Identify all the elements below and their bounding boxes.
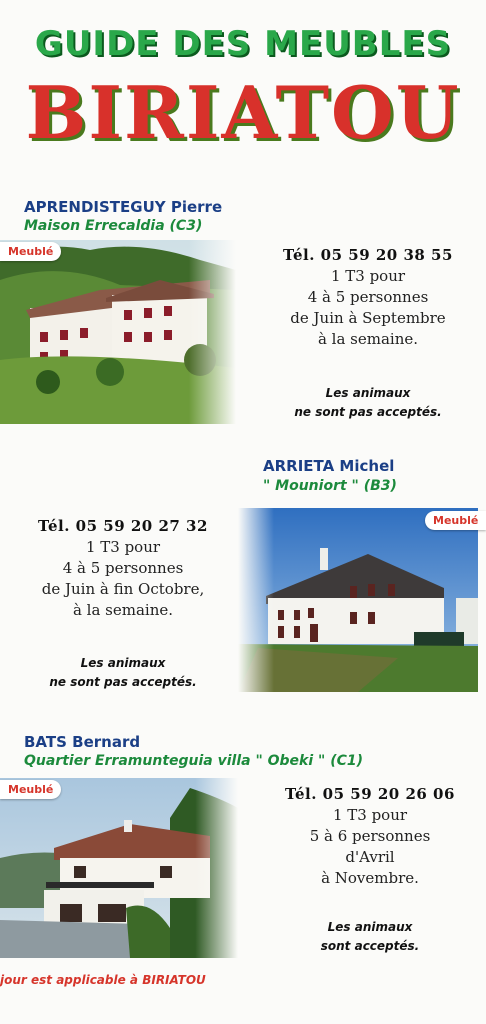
footer-note: jour est applicable à BIRIATOU	[0, 973, 206, 987]
listing-2-pets	[8, 654, 238, 692]
listing-1-line: 1 T3 pour	[330, 267, 406, 285]
pets-line: Les animaux	[327, 920, 413, 934]
listing-2-details	[8, 516, 238, 621]
listing-3-photo	[0, 778, 238, 958]
listing-2-line: de Juin à fin Octobre,	[41, 580, 205, 598]
listing-2-house-name: " Mouniort " (B3)	[263, 478, 397, 494]
pets-line: sont acceptés.	[320, 939, 420, 953]
pets-line: Les animaux	[80, 656, 166, 670]
listing-1-photo	[0, 240, 236, 424]
listing-3-owner: BATS Bernard	[24, 733, 141, 751]
pets-line: ne sont pas acceptés.	[49, 675, 197, 689]
listing-3-details	[262, 784, 478, 889]
listing-2-line: 1 T3 pour	[85, 538, 161, 556]
listing-1-house-name: Maison Errecaldia (C3)	[24, 218, 203, 234]
listing-2-phone: Tél. 05 59 20 27 32	[38, 517, 208, 535]
listing-3-badge: Meublé	[0, 780, 61, 799]
listing-1-line: de Juin à Septembre	[290, 309, 446, 327]
listing-2-badge: Meublé	[425, 511, 486, 530]
listing-2-line: 4 à 5 personnes	[62, 559, 184, 577]
listing-1-phone: Tél. 05 59 20 38 55	[283, 246, 453, 264]
town-title: BIRIATOU	[25, 70, 461, 155]
pets-line: Les animaux	[325, 386, 411, 400]
listing-1-line: à la semaine.	[317, 330, 419, 348]
listing-3-house-name: Quartier Erramunteguia villa " Obeki " (C1)	[24, 753, 364, 769]
listing-3-line: d'Avril	[345, 848, 395, 866]
listing-3-line: à Novembre.	[321, 869, 419, 887]
listing-2-photo	[238, 508, 478, 692]
listing-2-line: à la semaine.	[72, 601, 174, 619]
listing-1-details	[258, 245, 478, 350]
listing-3-phone: Tél. 05 59 20 26 06	[285, 785, 455, 803]
guide-title: GUIDE DES MEUBLES	[34, 24, 452, 64]
pets-line: ne sont pas acceptés.	[294, 405, 442, 419]
listing-2-owner: ARRIETA Michel	[263, 457, 395, 475]
listing-1-line: 4 à 5 personnes	[307, 288, 429, 306]
listing-1-badge: Meublé	[0, 242, 61, 261]
listing-1-pets	[258, 384, 478, 422]
listing-1-owner: APRENDISTEGUY Pierre	[24, 198, 223, 216]
listing-3-line: 1 T3 pour	[332, 806, 408, 824]
listing-3-pets	[262, 918, 478, 956]
listing-3-line: 5 à 6 personnes	[309, 827, 431, 845]
